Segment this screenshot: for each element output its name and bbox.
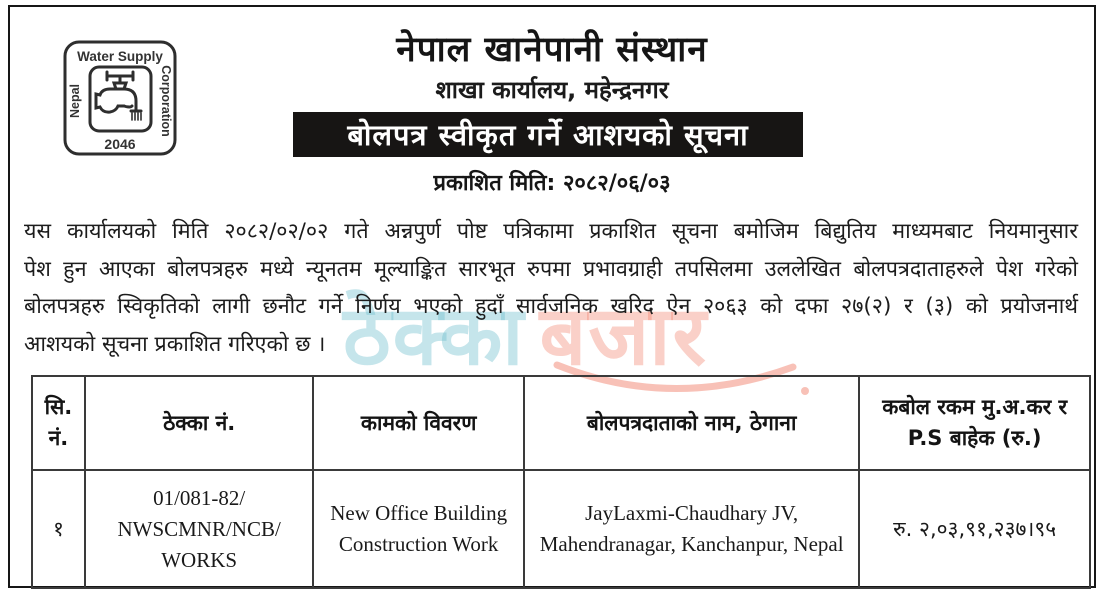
logo-right-label: Corporation: [159, 65, 173, 137]
col-header-bid-amount: कबोल रकम मु.अ.कर र P.S बाहेक (रु.): [859, 376, 1090, 470]
page-border: [8, 5, 1096, 588]
col-header-serial-no: सि. नं.: [32, 376, 85, 470]
notice-title-banner: [293, 112, 803, 157]
cell-bid-amount: रु. २,०३,९१,२३७।९५: [859, 470, 1090, 588]
body-line-2: पेश हुन आएका बोलपत्रहरु मध्ये न्यूनतम मूल्याङ्कित सारभूत रुपमा प्रभावग्राही तपसिलमा उललेखित बोलपत्रदाताहरुले पेश गरेको: [24, 256, 1078, 282]
table-header-row: [32, 376, 1090, 470]
cell-work-description: New Office Building Construction Work: [313, 470, 524, 588]
watermark-word-2: बजार: [539, 289, 708, 384]
watermark-word-1: ठेक्का: [343, 289, 526, 384]
col-header-work-description: कामको विवरण: [313, 376, 524, 470]
org-name-title: नेपाल खानेपानी संस्थान: [396, 30, 708, 70]
logo-top-label: Water Supply: [77, 49, 163, 64]
cell-bidder-name-address: JayLaxmi-Chaudhary JV, Mahendranagar, Kanchanpur, Nepal: [524, 470, 859, 588]
notice-body-paragraph: [24, 213, 1078, 363]
body-line-3: बोलपत्रहरु स्विकृतिको लागी छनौट गर्ने निर्णय भएको हुदाँ सार्वजनिक खरिद ऐन २०६३ को दफा २७(२) र (३) को प्रयोजनार्थ: [24, 294, 1078, 319]
branch-office-subtitle: शाखा कार्यालय, महेन्द्रनगर: [435, 76, 669, 104]
col-header-bidder-name-address: बोलपत्रदाताको नाम, ठेगाना: [524, 376, 859, 470]
table-row: [32, 470, 1090, 588]
cell-serial-no: १: [32, 470, 85, 588]
bid-intent-table: [31, 375, 1091, 589]
logo-left-label: Nepal: [68, 83, 82, 119]
logo-year-label: 2046: [104, 136, 136, 152]
notice-title-text: बोलपत्र स्वीकृत गर्ने आशयको सूचना: [347, 118, 749, 152]
published-date: प्रकाशित मिति: २०८२/०६/०३: [433, 171, 671, 196]
body-line-4: आशयको सूचना प्रकाशित गरिएको छ ।: [24, 331, 326, 357]
col-header-contract-no: ठेक्का नं.: [85, 376, 314, 470]
body-line-1: यस कार्यालयको मिति २०८२/०२/०२ गते अन्नपुर्ण पोष्ट पत्रिकामा प्रकाशित सूचना बमोजिम बिद्युतिय माध्यमबाट नियमानुसार: [24, 219, 1078, 244]
cell-contract-no: 01/081-82/ NWSCMNR/NCB/ WORKS: [85, 470, 314, 588]
